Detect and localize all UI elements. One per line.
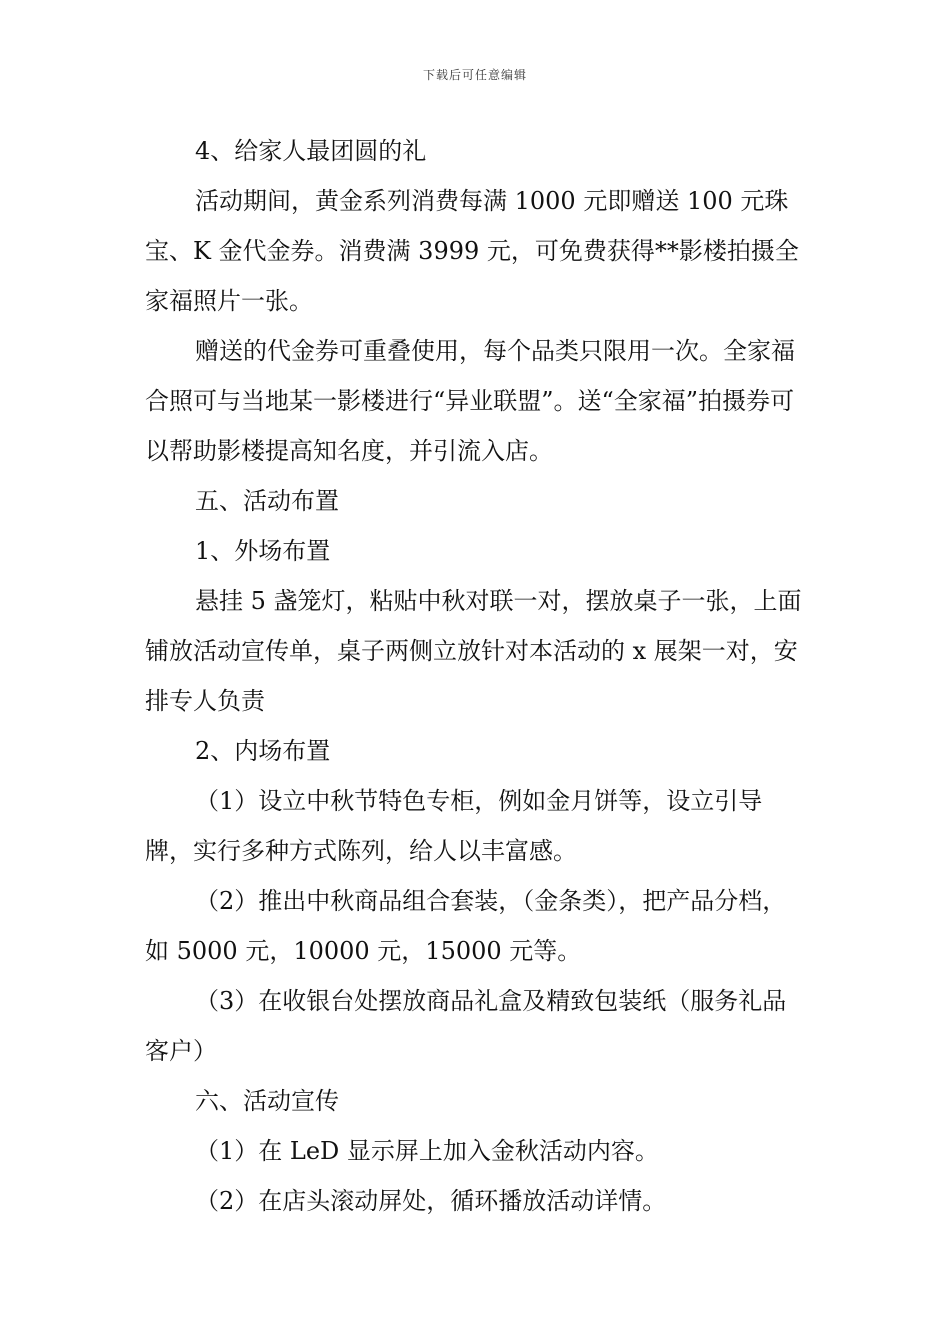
paragraph-promotion-item-1: （1）在 LeD 显示屏上加入金秋活动内容。	[195, 1137, 659, 1165]
paragraph-voucher-rules: 赠送的代金券可重叠使用，每个品类只限用一次。全家福合照可与当地某一影楼进行“异业联盟”。送“全家福”拍摄券可以帮助影楼提高知名度，并引流入店。	[145, 337, 795, 465]
paragraph-promotion-item-2: （2）在店头滚动屏处，循环播放活动详情。	[195, 1187, 667, 1215]
section-heading-promotion: 六、活动宣传	[195, 1087, 339, 1115]
document-body	[145, 126, 810, 1226]
subheading-indoor-setup: 2、内场布置	[195, 737, 331, 765]
section-heading-activity-setup: 五、活动布置	[195, 487, 339, 515]
paragraph-indoor-item-1: （1）设立中秋节特色专柜，例如金月饼等，设立引导牌，实行多种方式陈列，给人以丰富感。	[145, 787, 763, 865]
paragraph-outdoor-setup: 悬挂 5 盏笼灯，粘贴中秋对联一对，摆放桌子一张，上面铺放活动宣传单，桌子两侧立放针对本活动的 x 展架一对，安排专人负责	[145, 587, 802, 715]
paragraph-indoor-item-2: （2）推出中秋商品组合套装，（金条类），把产品分档，如 5000 元，10000 元，15000 元等。	[145, 887, 787, 965]
section-heading-family-gift: 4、给家人最团圆的礼	[195, 137, 427, 165]
page-header-note: 下载后可任意编辑	[422, 68, 527, 82]
paragraph-indoor-item-3: （3）在收银台处摆放商品礼盒及精致包装纸（服务礼品客户）	[145, 987, 787, 1065]
paragraph-gold-promotion: 活动期间，黄金系列消费每满 1000 元即赠送 100 元珠宝、K 金代金券。消费满 3999 元，可免费获得**影楼拍摄全家福照片一张。	[145, 187, 799, 315]
subheading-outdoor-setup: 1、外场布置	[195, 537, 331, 565]
